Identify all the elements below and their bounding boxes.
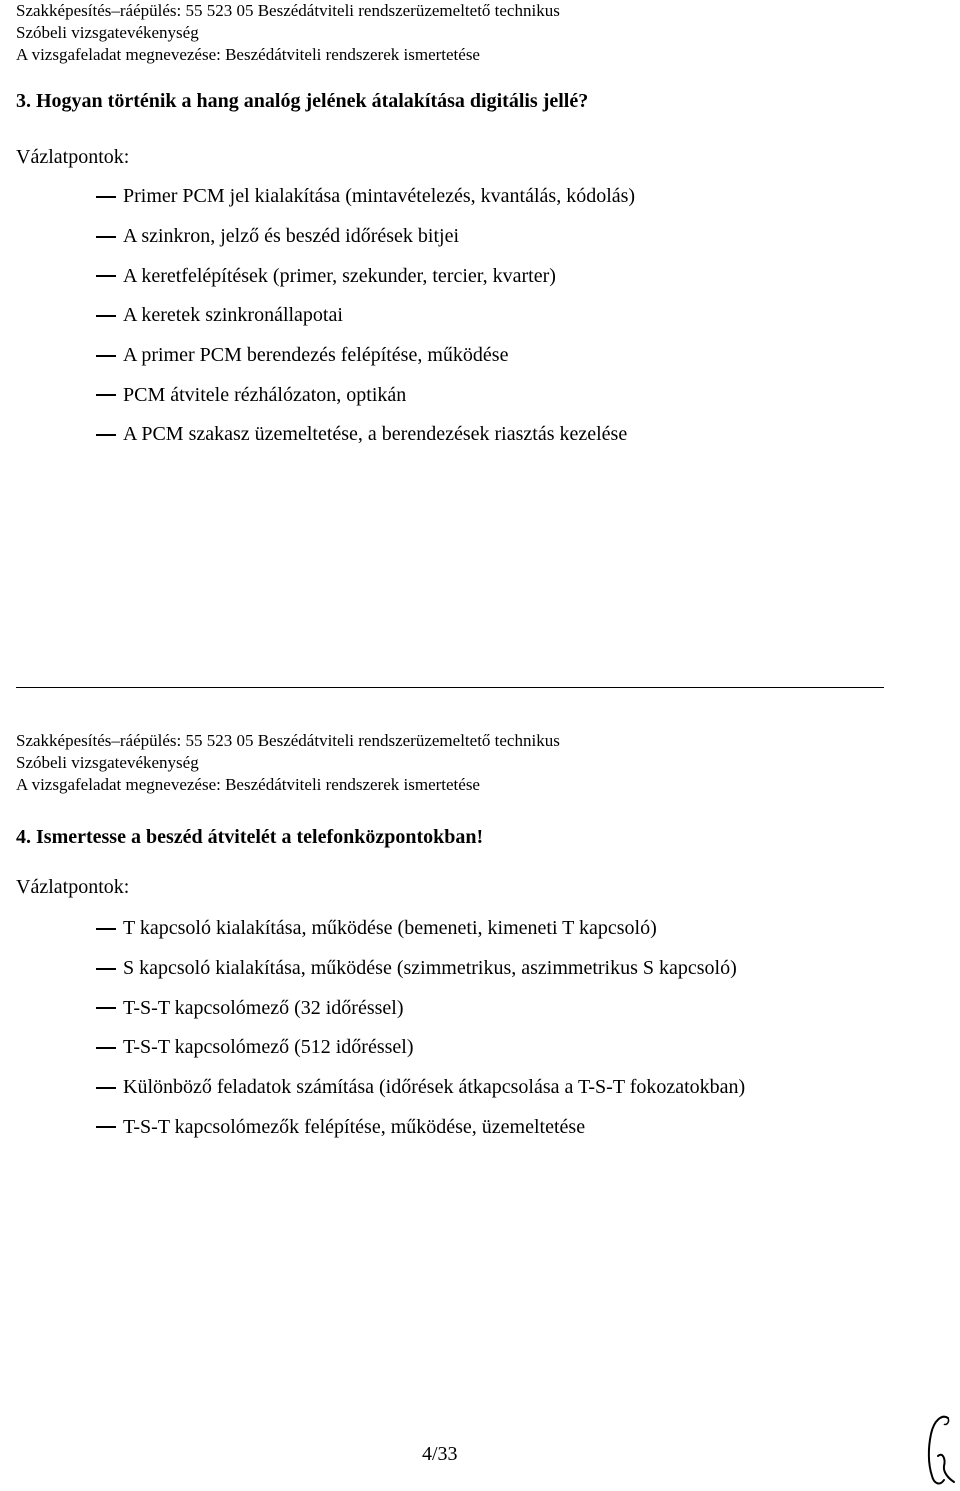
dash-bullet <box>96 928 116 930</box>
list-item: T-S-T kapcsolómezők felépítése, működése, üzemeltetése <box>96 1107 745 1147</box>
list-item: T-S-T kapcsolómező (32 időréssel) <box>96 988 745 1028</box>
list-item: A keretek szinkronállapotai <box>96 296 635 336</box>
list-item: A szinkron, jelző és beszéd időrések bitjei <box>96 217 635 257</box>
outline-label: Vázlatpontok: <box>16 146 130 168</box>
dash-bullet <box>96 196 116 198</box>
dash-bullet <box>96 1087 116 1089</box>
page-header <box>16 0 560 66</box>
header-exam-type: Szóbeli vizsgatevékenység <box>16 753 199 772</box>
header-qualification: Szakképesítés–ráépülés: 55 523 05 Beszédátviteli rendszerüzemeltető technikus <box>16 731 560 750</box>
header-qualification: Szakképesítés–ráépülés: 55 523 05 Beszédátviteli rendszerüzemeltető technikus <box>16 1 560 20</box>
dash-bullet <box>96 1007 116 1009</box>
dash-bullet <box>96 434 116 436</box>
list-item: A keretfelépítések (primer, szekunder, tercier, kvarter) <box>96 256 635 296</box>
list-item: Különböző feladatok számítása (időrések átkapcsolása a T-S-T fokozatokban) <box>96 1068 745 1108</box>
handwritten-signature-icon <box>918 1412 958 1490</box>
page-divider <box>16 687 884 688</box>
outline-list <box>96 177 635 455</box>
outline-list <box>96 909 745 1147</box>
dash-bullet <box>96 275 116 277</box>
dash-bullet <box>96 315 116 317</box>
page-number: 4/33 <box>422 1443 458 1465</box>
list-item: T-S-T kapcsolómező (512 időréssel) <box>96 1028 745 1068</box>
dash-bullet <box>96 236 116 238</box>
dash-bullet <box>96 394 116 396</box>
dash-bullet <box>96 1126 116 1128</box>
outline-label: Vázlatpontok: <box>16 876 130 898</box>
header-task-name: A vizsgafeladat megnevezése: Beszédátviteli rendszerek ismertetése <box>16 775 480 794</box>
list-item: T kapcsoló kialakítása, működése (bemeneti, kimeneti T kapcsoló) <box>96 909 745 949</box>
list-item: Primer PCM jel kialakítása (mintavételezés, kvantálás, kódolás) <box>96 177 635 217</box>
question-title: 4. Ismertesse a beszéd átvitelét a telefonközpontokban! <box>16 826 484 848</box>
header-exam-type: Szóbeli vizsgatevékenység <box>16 23 199 42</box>
question-title: 3. Hogyan történik a hang analóg jelének átalakítása digitális jellé? <box>16 90 589 112</box>
list-item: S kapcsoló kialakítása, működése (szimmetrikus, aszimmetrikus S kapcsoló) <box>96 949 745 989</box>
page-header <box>16 730 560 796</box>
dash-bullet <box>96 968 116 970</box>
dash-bullet <box>96 355 116 357</box>
dash-bullet <box>96 1047 116 1049</box>
list-item: A primer PCM berendezés felépítése, működése <box>96 336 635 376</box>
header-task-name: A vizsgafeladat megnevezése: Beszédátviteli rendszerek ismertetése <box>16 45 480 64</box>
list-item: A PCM szakasz üzemeltetése, a berendezések riasztás kezelése <box>96 415 635 455</box>
list-item: PCM átvitele rézhálózaton, optikán <box>96 375 635 415</box>
